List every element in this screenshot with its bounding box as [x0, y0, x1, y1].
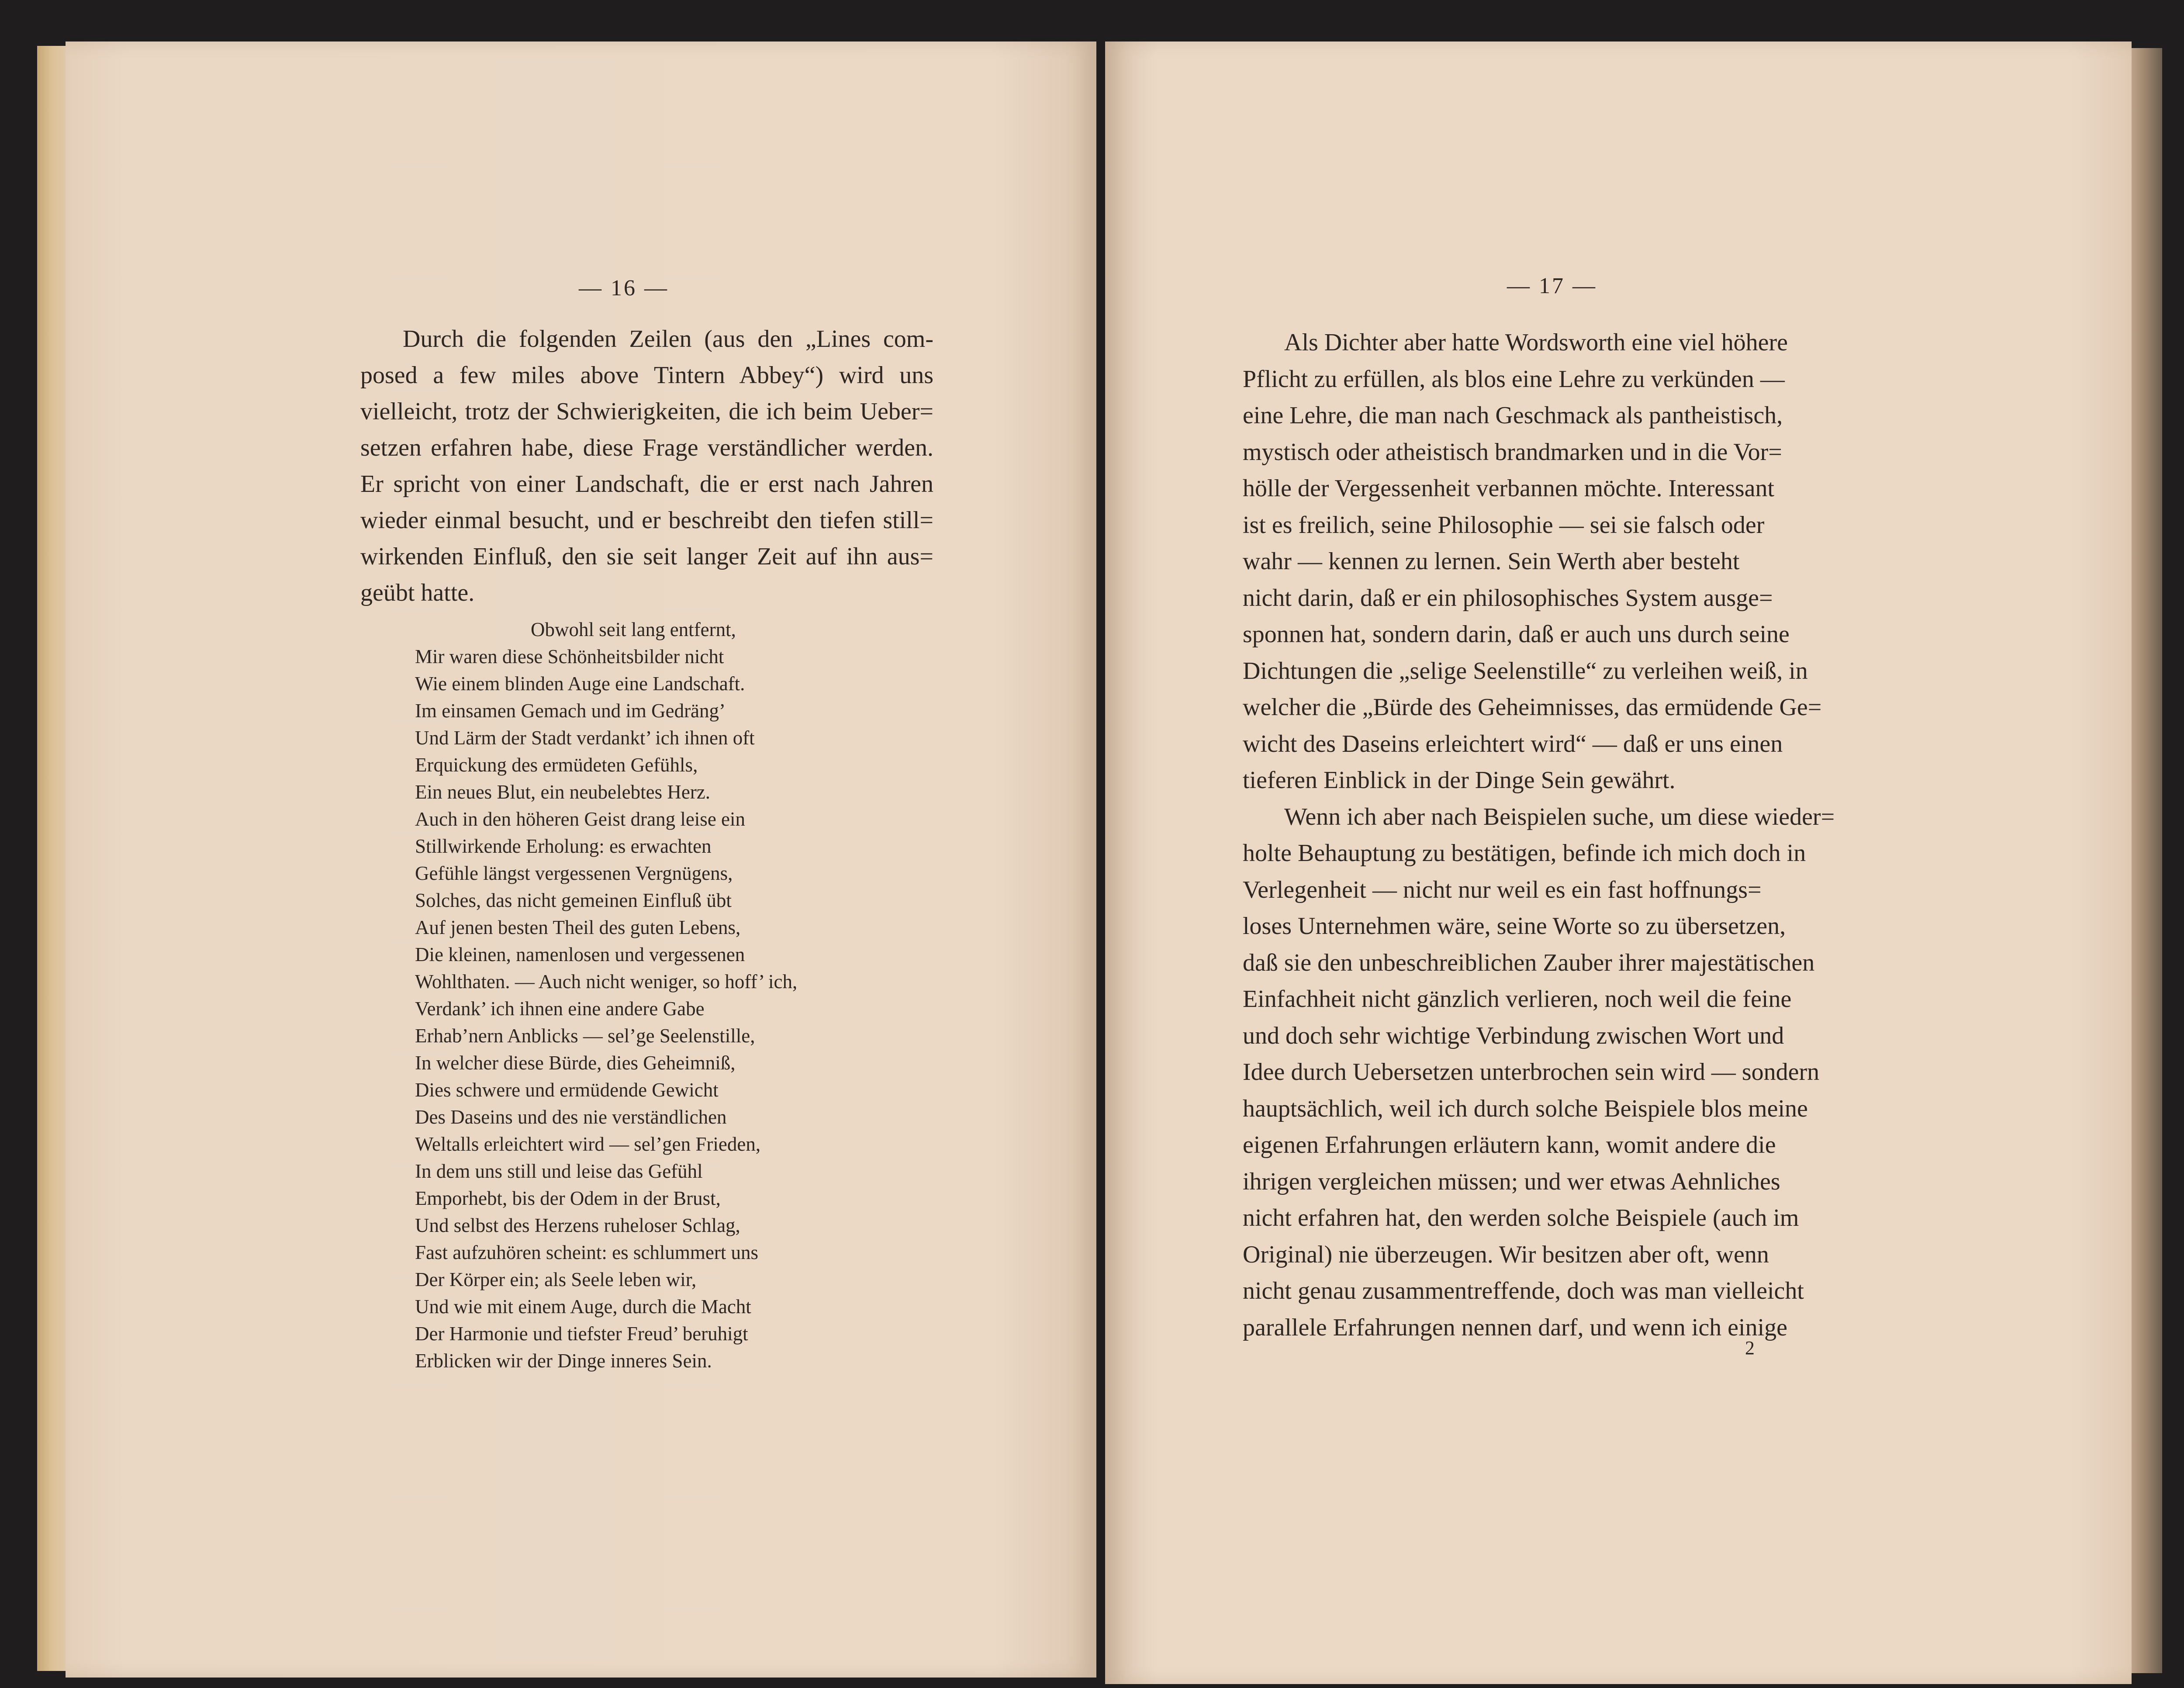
text-line: Original) nie überzeugen. Wir besitzen aber oft, wenn — [1243, 1241, 1769, 1268]
text-line: wahr — kennen zu lernen. Sein Werth aber besteht — [1243, 548, 1740, 575]
poem-line: Gefühle längst vergessenen Vergnügens, — [415, 862, 733, 884]
poem-line: Auf jenen besten Theil des guten Lebens, — [415, 917, 741, 938]
page-number: — 16 — — [579, 276, 669, 301]
poem-line: Im einsamen Gemach und im Gedräng’ — [415, 700, 726, 722]
poem-line: Solches, das nicht gemeinen Einfluß übt — [415, 889, 732, 911]
poem-line: Stillwirkende Erholung: es erwachten — [415, 835, 712, 857]
text-line: holte Behauptung zu bestätigen, befinde ich mich doch in — [1243, 840, 1806, 867]
page-number: — 17 — — [1507, 273, 1597, 298]
poem-line: Der Körper ein; als Seele leben wir, — [415, 1269, 697, 1290]
poem-line: Erblicken wir der Dinge inneres Sein. — [415, 1350, 712, 1372]
text-line: nicht erfahren hat, den werden solche Beispiele (auch im — [1243, 1204, 1799, 1231]
text-line: parallele Erfahrungen nennen darf, und wenn ich einige — [1243, 1314, 1788, 1341]
text-line: posed a few miles above Tintern Abbey“) wird uns — [360, 362, 933, 389]
left-page — [66, 42, 1096, 1678]
poem-line: Emporhebt, bis der Odem in der Brust, — [415, 1187, 721, 1209]
text-line: Er spricht von einer Landschaft, die er erst nach Jahren — [360, 470, 933, 498]
poem-line: Die kleinen, namenlosen und vergessenen — [415, 944, 745, 965]
poem-line: Dies schwere und ermüdende Gewicht — [415, 1079, 719, 1101]
poem-line: Verdank’ ich ihnen eine andere Gabe — [415, 998, 705, 1020]
poem-line: Des Daseins und des nie verständlichen — [415, 1106, 727, 1128]
poem-line: Obwohl seit lang entfernt, — [531, 619, 736, 640]
text-line: ist es freilich, seine Philosophie — sei sie falsch oder — [1243, 511, 1765, 539]
poem-line: Mir waren diese Schönheitsbilder nicht — [415, 646, 724, 668]
text-line: hölle der Vergessenheit verbannen möchte. Interessant — [1243, 475, 1775, 502]
poem-line: Erhab’nern Anblicks — sel’ge Seelenstille, — [415, 1025, 755, 1047]
poem-line: Wohlthaten. — Auch nicht weniger, so hoff’ ich, — [415, 971, 798, 993]
poem-line: Und selbst des Herzens ruheloser Schlag, — [415, 1214, 740, 1236]
text-line: eine Lehre, die man nach Geschmack als pantheistisch, — [1243, 402, 1783, 429]
text-line: nicht darin, daß er ein philosophisches System ausge= — [1243, 584, 1773, 612]
text-line: und doch sehr wichtige Verbindung zwischen Wort und — [1243, 1022, 1784, 1049]
text-line: ihrigen vergleichen müssen; und wer etwas Aehnliches — [1243, 1168, 1780, 1195]
text-line: eigenen Erfahrungen erläutern kann, womit andere die — [1243, 1131, 1776, 1159]
poem-line: Und wie mit einem Auge, durch die Macht — [415, 1296, 751, 1318]
text-line: geübt hatte. — [360, 579, 475, 606]
text-line: Idee durch Uebersetzen unterbrochen sein wird — sondern — [1243, 1058, 1820, 1086]
text-line: wicht des Daseins erleichtert wird“ — daß er uns einen — [1243, 730, 1783, 758]
text-line: vielleicht, trotz der Schwierigkeiten, die ich beim Ueber= — [360, 398, 933, 425]
signature-mark: 2 — [1745, 1337, 1755, 1359]
text-line: wieder einmal besucht, und er beschreibt den tiefen still= — [360, 507, 933, 534]
text-line: mystisch oder atheistisch brandmarken und in die Vor= — [1243, 438, 1782, 466]
right-page — [1105, 42, 2132, 1684]
poem-line: In dem uns still und leise das Gefühl — [415, 1160, 703, 1182]
text-line: setzen erfahren habe, diese Frage verständlicher werden. — [360, 434, 933, 461]
text-line: Wenn ich aber nach Beispielen suche, um diese wieder= — [1284, 803, 1835, 830]
text-line: daß sie den unbeschreiblichen Zauber ihrer majestätischen — [1243, 949, 1815, 976]
text-line: nicht genau zusammentreffende, doch was man vielleicht — [1243, 1277, 1804, 1304]
text-line: tieferen Einblick in der Dinge Sein gewährt. — [1243, 767, 1676, 794]
text-line: sponnen hat, sondern darin, daß er auch uns durch seine — [1243, 621, 1790, 648]
text-line: Dichtungen die „selige Seelenstille“ zu verleihen weiß, in — [1243, 657, 1808, 685]
text-line: Als Dichter aber hatte Wordsworth eine viel höhere — [1284, 329, 1788, 356]
text-line: Einfachheit nicht gänzlich verlieren, noch weil die feine — [1243, 986, 1792, 1013]
text-line: hauptsächlich, weil ich durch solche Beispiele blos meine — [1243, 1095, 1808, 1122]
text-line: welcher die „Bürde des Geheimnisses, das ermüdende Ge= — [1243, 694, 1822, 721]
text-line: wirkenden Einfluß, den sie seit langer Zeit auf ihn aus= — [360, 543, 933, 570]
poem-line: Auch in den höheren Geist drang leise ein — [415, 808, 746, 830]
poem-line: Wie einem blinden Auge eine Landschaft. — [415, 673, 745, 695]
text-line: Durch die folgenden Zeilen (aus den „Lines com- — [403, 325, 933, 353]
poem-line: Erquickung des ermüdeten Gefühls, — [415, 754, 698, 776]
text-line: loses Unternehmen wäre, seine Worte so zu übersetzen, — [1243, 913, 1786, 940]
poem-line: Und Lärm der Stadt verdankt’ ich ihnen oft — [415, 727, 755, 749]
poem-line: Fast aufzuhören scheint: es schlummert uns — [415, 1242, 759, 1263]
text-line: Pflicht zu erfüllen, als blos eine Lehre zu verkünden — — [1243, 365, 1785, 393]
poem-line: Ein neues Blut, ein neubelebtes Herz. — [415, 781, 711, 803]
poem-line: In welcher diese Bürde, dies Geheimniß, — [415, 1052, 736, 1074]
text-line: Verlegenheit — nicht nur weil es ein fast hoffnungs= — [1243, 876, 1762, 903]
poem-line: Weltalls erleichtert wird — sel’gen Frieden, — [415, 1133, 761, 1155]
poem-line: Der Harmonie und tiefster Freud’ beruhigt — [415, 1323, 748, 1345]
